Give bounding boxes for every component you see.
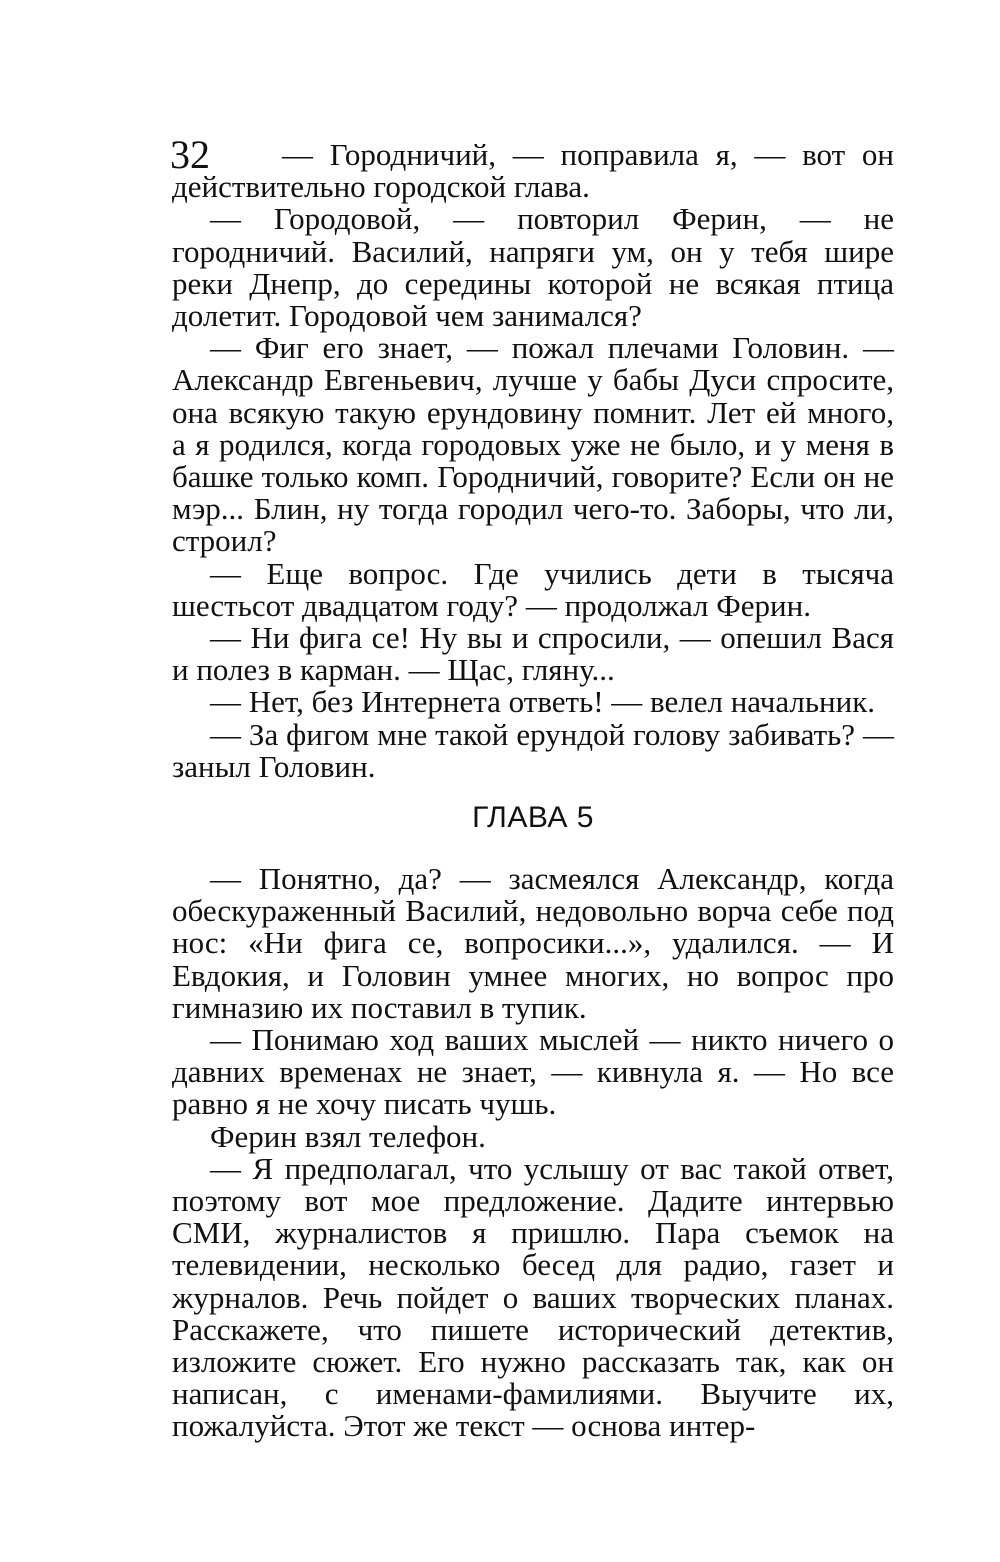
paragraph: — Понимаю ход ваших мыслей — никто ничего о давних временах не знает, — кивнула я. — Но все равно я не хочу писать чушь. xyxy=(172,1022,894,1122)
page-number: 32 xyxy=(170,132,210,177)
paragraph: — Я предполагал, что услышу от вас такой ответ, поэтому вот мое предложение. Дадите интервью СМИ, журналистов я пришлю. Пара съемок на телевидении, несколько бесед для радио, газет и журналов. Речь пойдет о ваших творческих планах. Расскажете, что пишете исторический детектив, изложите сюжет. Его нужно рассказать так, как он написан, с именами-фамилиями. Выучите их, пожалуйста. Этот же текст — основа интер- xyxy=(172,1150,894,1444)
chapter-heading: ГЛАВА 5 xyxy=(472,801,594,834)
paragraph: — Понятно, да? — засмеялся Александр, когда обескураженный Василий, недовольно ворча себе под нос: «Ни фига се, вопросики...», удалился. — И Евдокия, и Головин умнее многих, но вопрос про гимназию их поставил в тупик. xyxy=(172,861,894,1025)
paragraph: — За фигом мне такой ерундой голову забивать? — заныл Головин. xyxy=(172,716,894,784)
paragraph: — Нет, без Интернета ответь! — велел начальник. xyxy=(210,684,876,720)
paragraph: — Ни фига се! Ну вы и спросили, — опешил Вася и полез в карман. — Щас, гляну... xyxy=(172,620,894,688)
paragraph: — Городничий, — поправила я, — вот он действительно городской глава. xyxy=(172,137,894,205)
text-block-top xyxy=(172,139,894,783)
paragraph: — Еще вопрос. Где учились дети в тысяча шестьсот двадцатом году? — продолжал Ферин. xyxy=(172,555,894,623)
text-block-bottom xyxy=(172,863,894,1443)
paragraph: — Городовой, — повторил Ферин, — не городничий. Василий, напряги ум, он у тебя шире реки Днепр, до середины которой не всякая птица долетит. Городовой чем занимался? xyxy=(172,201,894,334)
paragraph: Ферин взял телефон. xyxy=(210,1118,486,1154)
paragraph: — Фиг его знает, — пожал плечами Головин. — Александр Евгеньевич, лучше у бабы Дуси спросите, она всякую такую ерундовину помнит. Лет ей много, а я родился, когда городовых уже не было, и у меня в башке только комп. Городничий, говорите? Если он не мэр... Блин, ну тогда городил чего-то. Заборы, что ли, строил? xyxy=(172,330,894,559)
